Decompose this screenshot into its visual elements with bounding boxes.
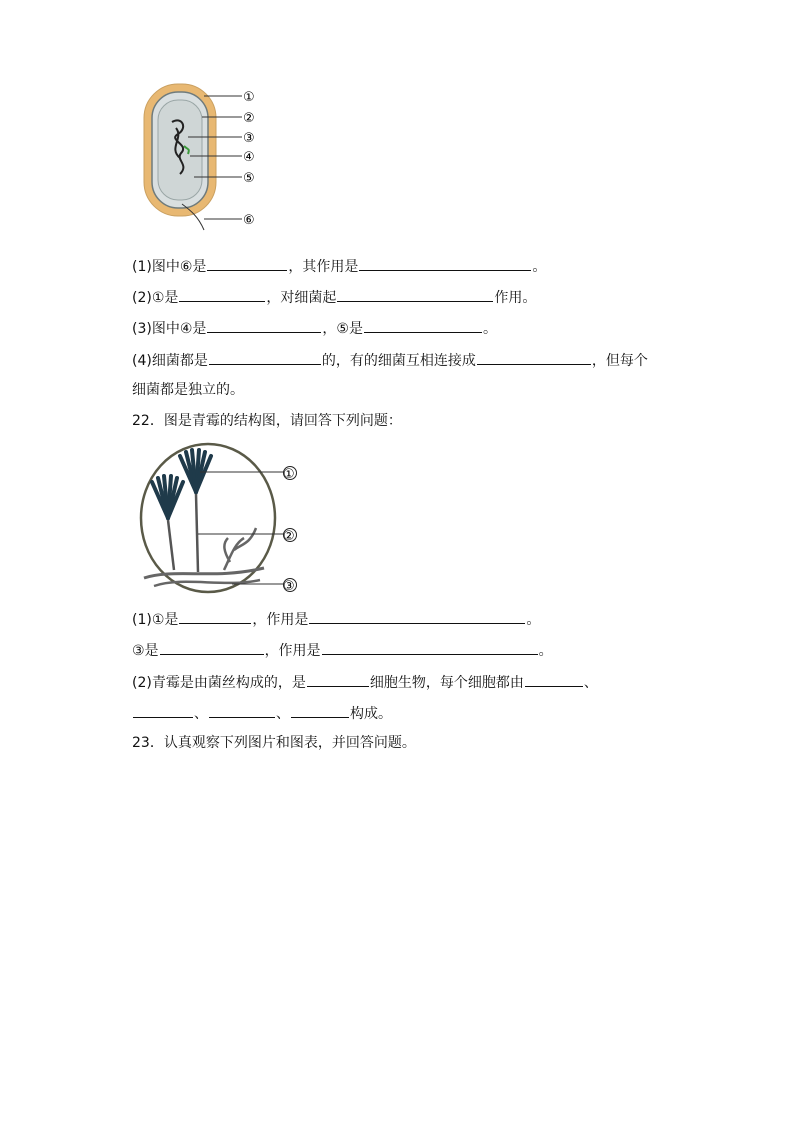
- q21-p4-text-b: 的，有的细菌互相连接成: [321, 353, 476, 369]
- penicillium-diagram: [134, 440, 304, 600]
- q22-p1-text-a: (1)①是: [132, 612, 179, 628]
- q21-part1: [132, 256, 546, 276]
- q21-p1-text-c: 。: [532, 259, 547, 275]
- bacteria-label-1: ①: [243, 90, 255, 105]
- answer-blank[interactable]: [337, 287, 493, 302]
- bacteria-label-3: ③: [243, 131, 255, 146]
- answer-blank[interactable]: [207, 256, 287, 271]
- q22-p2-text-a: (2)青霉是由菌丝构成的，是: [132, 675, 306, 691]
- answer-blank[interactable]: [525, 672, 583, 687]
- q21-p4-text-c: ，但每个: [591, 353, 648, 369]
- q21-p2-text-b: ，对细菌起: [266, 290, 337, 306]
- q22-p1-text-b: ，作用是: [252, 612, 309, 628]
- q21-p2-text-a: (2)①是: [132, 290, 179, 306]
- q22-p1b-text-b: ，作用是: [264, 643, 321, 659]
- bacteria-label-2: ②: [243, 111, 255, 126]
- answer-blank[interactable]: [209, 350, 321, 365]
- bacteria-diagram: [138, 78, 268, 238]
- answer-blank[interactable]: [291, 703, 349, 718]
- q21-part3: [132, 318, 497, 338]
- answer-blank[interactable]: [359, 256, 531, 271]
- q21-p4-text-a: (4)细菌都是: [132, 353, 208, 369]
- answer-blank[interactable]: [307, 672, 369, 687]
- q21-p1-text-a: (1)图中⑥是: [132, 259, 207, 275]
- q22-p2-end: 构成。: [350, 706, 392, 722]
- q22-part1b: [132, 640, 553, 660]
- bacteria-label-6: ⑥: [243, 213, 255, 228]
- q22-p2-sep1: 、: [194, 706, 208, 722]
- q22-part2: [132, 672, 598, 692]
- answer-blank[interactable]: [133, 703, 193, 718]
- q22-p2-text-c: 、: [583, 675, 598, 691]
- q22-p2-text-b: 细胞生物，每个细胞都由: [369, 675, 524, 691]
- answer-blank[interactable]: [207, 318, 321, 333]
- q22-title: [132, 412, 402, 430]
- bacteria-label-4: ④: [243, 150, 255, 165]
- answer-blank[interactable]: [179, 287, 265, 302]
- bacteria-label-5: ⑤: [243, 171, 255, 186]
- q23-title-text: 23．认真观察下列图片和图表，并回答问题。: [132, 735, 416, 751]
- answer-blank[interactable]: [322, 640, 538, 655]
- q22-p1b-text-a: ③是: [132, 643, 159, 659]
- answer-blank[interactable]: [179, 609, 251, 624]
- q21-part2: [132, 287, 536, 307]
- q21-p3-text-a: (3)图中④是: [132, 321, 207, 337]
- q22-p1-text-c: 。: [526, 612, 541, 628]
- penicillium-label-2: ②: [283, 529, 295, 544]
- q21-part4-cont: [132, 381, 244, 399]
- q21-p4-continuation: 细菌都是独立的。: [132, 382, 244, 398]
- q21-p3-text-b: ，⑤是: [322, 321, 363, 337]
- q22-part1: [132, 609, 540, 629]
- q21-p1-text-b: ，其作用是: [288, 259, 359, 275]
- answer-blank[interactable]: [477, 350, 591, 365]
- q23-title: [132, 734, 416, 752]
- q21-p3-text-c: 。: [482, 321, 497, 337]
- answer-blank[interactable]: [160, 640, 264, 655]
- answer-blank[interactable]: [209, 703, 275, 718]
- q21-part4: [132, 350, 648, 370]
- q22-title-text: 22．图是青霉的结构图，请回答下列问题：: [132, 413, 402, 429]
- q21-p2-text-c: 作用。: [494, 290, 537, 306]
- q22-p1b-text-c: 。: [538, 643, 553, 659]
- q22-p2-sep2: 、: [276, 706, 290, 722]
- answer-blank[interactable]: [309, 609, 525, 624]
- penicillium-label-1: ①: [283, 467, 295, 482]
- q22-part2-cont: [132, 703, 392, 723]
- penicillium-label-3: ③: [283, 579, 295, 594]
- answer-blank[interactable]: [364, 318, 482, 333]
